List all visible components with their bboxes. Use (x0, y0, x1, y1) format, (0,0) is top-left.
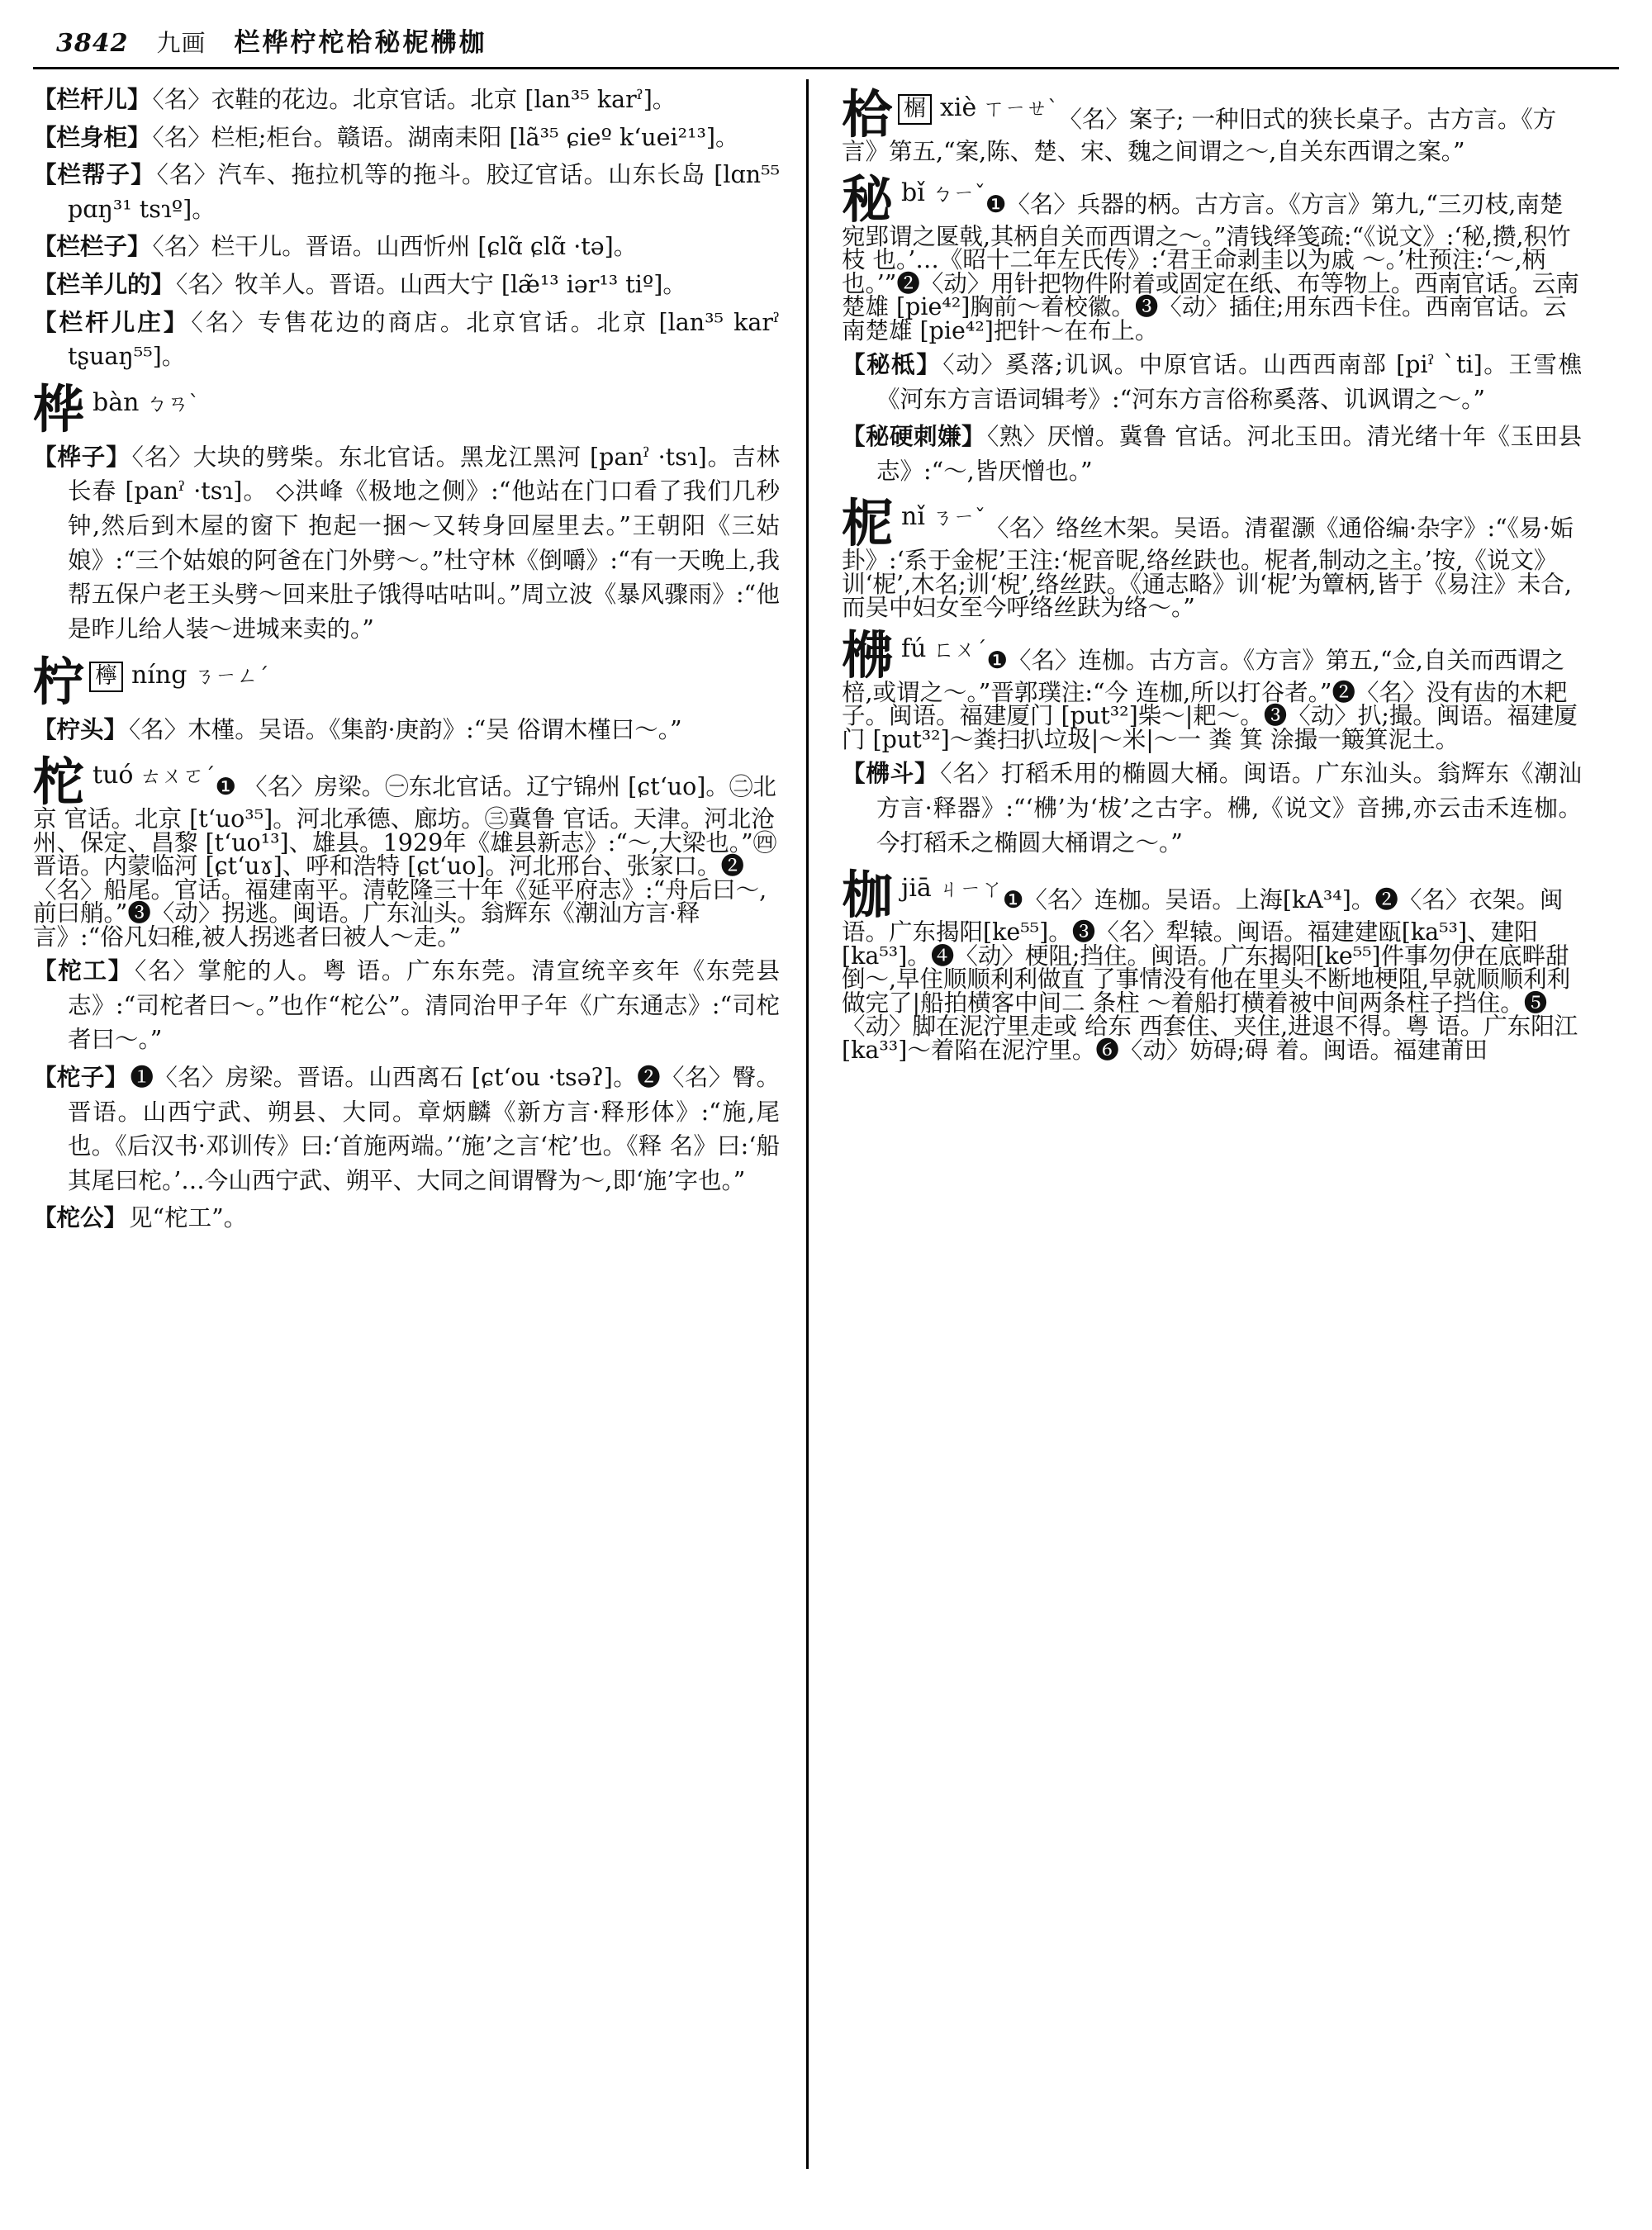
entry-body: 〈名〉专售花边的商店。北京官话。北京 [lan³⁵ karˀ tʂuaŋ⁵⁵]。 (68, 308, 780, 371)
entry-lan-bang-zi (33, 158, 780, 226)
entry-tuo-zi (33, 1060, 780, 1198)
zhuyin: ㄋㄧㄥˊ (193, 663, 269, 689)
entry-headword: 【柁工】 (33, 956, 133, 985)
entry-headword: 【柁公】 (33, 1203, 128, 1232)
sense-body: 〈名〉络丝木架。吴语。清翟灏《通俗编·杂字》:“《易·姤卦》:‘系于金柅’王注:‘柅音昵,络丝趺也。柅者,制动之主。’按,《说文》训‘柅’,木名;训‘棿’,络丝趺。《通志略》训‘柅’为簟柄,皆于《易注》未合,而吴中妇女至今呼络丝趺为络～。” (842, 515, 1574, 622)
zhuyin: ㄐㄧㄚ (938, 877, 1003, 903)
character-head-ning (33, 651, 780, 712)
entry-body: 〈名〉大块的劈柴。东北官话。黑龙江黑河 [panˀ ·tsɿ]。吉林长春 [panˀ ·tsɿ]。 ◇洪峰《极地之侧》:“他站在门口看了我们几秒钟,然后到木屋的窗下 抱起一捆～又转身回屋里去。”王朝阳《三姑娘》:“三个姑娘的阿爸在门外劈～。”杜守林《倒嚼》:“有一天晚上,我帮五保户老王头劈～回来肚子饿得咕咕叫。”周立波《暴风骤雨》:“他是昨儿给人装～进城来卖的。” (68, 443, 780, 643)
character-head-bi (842, 168, 1582, 344)
zhuyin: ㄋㄧˇ (931, 505, 985, 531)
variant-character: 檸 (89, 662, 123, 692)
zhuyin: ㄒㄧㄝˋ (983, 97, 1059, 121)
pinyin: xiè (940, 93, 977, 122)
sense-body: ❶〈名〉连枷。吴语。上海[kA³⁴]。❷〈名〉衣架。闽语。广东揭阳[ke⁵⁵]。❸〈名〉犁辕。闽语。福建建瓯[ka⁵³]、建阳[ka⁵³]。❹〈动〉梗阻;挡住。闽语。广东揭阳[ke⁵⁵]件事勿伊在底畔甜倒～,早住顺顺利利做直 了事情没有他在里头不断地梗阻,早就顺顺利利做完了|船拍横客中间二 条柱 ～着船打横着被中间两条柱子挡住。❺〈动〉脚在泥泞里走或 给东 西套住、夹住,进退不得。粤 语。广东阳江 [ka³³]～着陷在泥泞里。❻〈动〉妨碍;碍 着。闽语。福建莆田 (842, 886, 1578, 1064)
entry-body: 〈名〉衣鞋的花边。北京官话。北京 [lan³⁵ karˀ]。 (152, 86, 676, 113)
sense-body: ❶ 〈名〉房梁。㊀东北官话。辽宁锦州 [ɕtʻuo]。㊁北京 官话。北京 [tʻuo³⁵]。河北承德、廊坊。㊂冀鲁 官话。天津。河北沧州、保定、昌黎 [tʻuo¹³]、雄县。1929年《雄县新志》:“～,大梁也。”㊃晋语。内蒙临河 [ɕtʻuɤ]、呼和浩特 [ɕtʻuo]。河北邢台、张家口。❷〈名〉船尾。官话。福建南平。清乾隆三十年《延平府志》:“舟后曰～,前曰艄。”❸〈动〉拐逃。闽语。广东汕头。翁辉东《潮汕方言·释言》:“俗凡妇稚,被人拐逃者曰被人～走。” (33, 773, 777, 951)
head-character: 㭘 (842, 84, 894, 145)
zhuyin: ㄈㄨˊ (933, 637, 987, 662)
sense-body: ❶〈名〉兵器的柄。古方言。《方言》第九,“三刃枝,南楚宛郢谓之匽戟,其柄自关而西谓之～。”清钱绎笺疏:“《说文》:‘秘,攒,积竹 枝 也。’…《昭十二年左氏传》:‘君王命剥圭以为戚 ～。’杜预注:‘～,柄也。’”❷〈动〉用针把物件附着或固定在纸、布等物上。西南官话。云南楚雄 [pie⁴²]胸前～着校徽。❸〈动〉插住;用东西卡住。西南官话。云南楚雄 [pie⁴²]把针～在布上。 (842, 190, 1579, 344)
pinyin: níng (131, 660, 188, 690)
entry-body: 〈名〉打稻禾用的椭圆大桶。闽语。广东汕头。翁辉东《潮汕方言·释器》:“‘梻’为‘柭’之古字。梻,《说文》音拂,亦云击禾连枷。今打稻禾之椭圆大桶谓之～。” (876, 760, 1582, 856)
pinyin: fú (901, 633, 927, 663)
zhuyin: ㄊㄨㄛˊ (140, 764, 216, 790)
entry-headword: 【桦子】 (33, 442, 131, 471)
character-head-xie (842, 84, 1582, 165)
head-character: 枷 (842, 865, 894, 926)
entry-lan-gan-er (33, 83, 780, 117)
entry-body: 〈名〉栏干儿。晋语。山西忻州 [ɕlɑ̃ ɕlɑ̃ ·tə]。 (152, 233, 638, 261)
entry-body: 〈名〉掌舵的人。粤 语。广东东莞。清宣统辛亥年《东莞县志》:“司柁者曰～。”也作“柁公”。清同治甲子年《广东通志》:“司柁者曰～。” (68, 957, 780, 1054)
entry-ning-tou (33, 713, 780, 747)
entry-headword: 【栏栏子】 (33, 232, 151, 261)
character-head-ni (842, 493, 1582, 622)
entry-headword: 【柠头】 (33, 714, 128, 743)
entry-fu-dou (842, 757, 1582, 860)
columns-container (33, 79, 1619, 2202)
character-head-ban (33, 378, 780, 439)
variant-character: 榍 (898, 94, 932, 125)
column-divider (806, 79, 809, 2169)
left-column (33, 79, 801, 2202)
entry-body: 〈名〉汽车、拖拉机等的拖斗。胶辽官话。山东长岛 [lɑn⁵⁵ pɑŋ³¹ tsɿº]。 (68, 161, 780, 223)
entry-lan-lan-zi (33, 230, 780, 264)
pinyin: bàn (93, 387, 140, 417)
entry-headword: 【梻斗】 (842, 759, 939, 788)
pinyin: tuó (93, 761, 134, 790)
entry-headword: 【栏杆儿庄】 (33, 307, 190, 336)
folio-number: 3842 (56, 29, 129, 58)
character-head-fu (842, 624, 1582, 753)
entry-body: 〈熟〉厌憎。冀鲁 官话。河北玉田。清光绪十年《玉田县志》:“～,皆厌憎也。” (876, 423, 1582, 485)
entry-ban-zi (33, 440, 780, 647)
pinyin: bǐ (901, 178, 925, 207)
stroke-count-label: 九画 (156, 29, 206, 57)
entry-headword: 【栏身柜】 (33, 122, 151, 151)
character-head-tuo (33, 752, 780, 951)
head-character: 桦 (33, 378, 85, 439)
entry-bi-di (842, 348, 1582, 416)
entry-body: 〈名〉木槿。吴语。《集韵·庚韵》:“吴 俗谓木槿曰～。” (129, 715, 682, 743)
entry-body: 〈名〉栏柜;柜台。赣语。湖南耒阳 [lã³⁵ ɕieº kʻuei²¹³]。 (152, 123, 739, 151)
head-character: 秘 (842, 168, 894, 230)
entry-headword: 【秘柢】 (842, 350, 942, 378)
entry-lan-yang-er-de (33, 268, 780, 302)
entry-headword: 【秘硬刺嫌】 (842, 422, 986, 451)
header-characters: 栏桦柠柁㭘秘柅梻枷 (234, 28, 487, 58)
entry-headword: 【栏羊儿的】 (33, 270, 175, 299)
pinyin: jiā (901, 874, 932, 904)
sense-body: ❶〈名〉连枷。古方言。《方言》第五,“佥,自关而西谓之棓,或谓之～。”晋郭璞注:“今 连枷,所以打谷者。”❷〈名〉没有齿的木耙子。闽语。福建厦门 [put³²]柴～|耙～。❸〈动〉扒;撮。闽语。福建厦门 [put³²]～粪扫扒垃圾|～米|～一 粪 箕 涂撮一簸箕泥土。 (842, 646, 1578, 753)
header-rule (33, 67, 1619, 69)
character-head-jia (842, 865, 1582, 1064)
entry-bi-ying-ci-xian (842, 420, 1582, 488)
entry-body: 见“柁工”。 (129, 1204, 248, 1232)
zhuyin: ㄅㄧˇ (931, 181, 985, 206)
entry-body: ❶〈名〉房梁。晋语。山西离石 [ɕtʻou ·tsəʔ]。❷〈名〉臀。晋语。山西宁武、朔县、大同。章炳麟《新方言·释形体》:“施,尾也。《后汉书·邓训传》曰:‘首施两端。’‘施’之言‘柁’也。《释 名》曰:‘船其尾曰柁。’…今山西宁武、朔平、大同之间谓臀为～,即‘施’字也。” (68, 1063, 780, 1194)
head-character: 柠 (33, 651, 85, 712)
entry-lan-shen-gui (33, 121, 780, 155)
head-character: 柁 (33, 752, 85, 813)
head-character: 梻 (842, 624, 894, 686)
zhuyin: ㄅㄢˋ (145, 391, 200, 416)
head-character: 柅 (842, 493, 894, 554)
entry-tuo-gong (33, 954, 780, 1057)
entry-body: 〈动〉奚落;讥讽。中原官话。山西西南部 [piˀ ˋti]。王雪樵《河东方言语词辑考》:“河东方言俗称奚落、讥讽谓之～。” (876, 351, 1582, 413)
entry-headword: 【柁子】 (33, 1062, 129, 1091)
page-header (33, 21, 1619, 59)
pinyin: nǐ (901, 502, 925, 532)
entry-headword: 【栏杆儿】 (33, 85, 151, 113)
entry-tuo-gong-ref (33, 1201, 780, 1236)
entry-body: 〈名〉牧羊人。晋语。山西大宁 [læ̃¹³ iər¹³ tiº]。 (176, 271, 686, 299)
right-column (814, 79, 1582, 2202)
sense-body: 〈名〉案子; 一种旧式的狭长桌子。古方言。《方言》第五,“案,陈、楚、宋、魏之间谓之～,自关东西谓之案。” (842, 106, 1557, 165)
entry-headword: 【栏帮子】 (33, 160, 155, 189)
entry-lan-gan-er-zhuang (33, 306, 780, 374)
